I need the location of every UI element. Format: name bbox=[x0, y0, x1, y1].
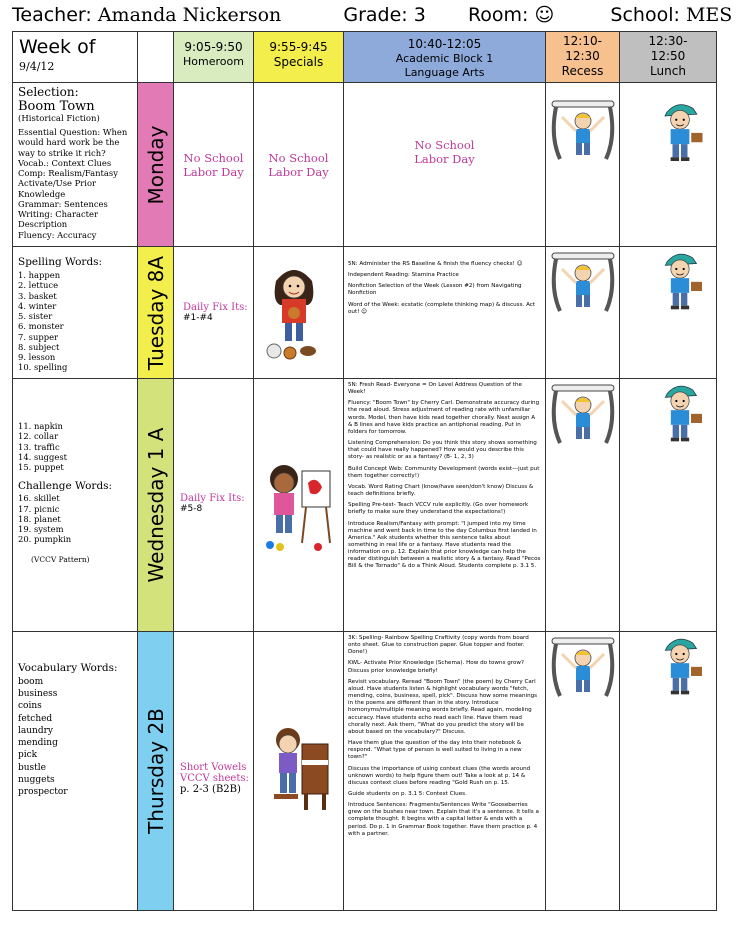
monday-lunch bbox=[620, 83, 717, 247]
plan-paragraph: Spelling Pre-test- Teach VCCV rule explicitly. (Go over homework briefly to make sure they understand the expectations!) bbox=[348, 502, 529, 516]
monday-academic-line2: Labor Day bbox=[414, 152, 475, 166]
spelling-word: 10. spelling bbox=[18, 362, 68, 373]
objective-line: Comp: Realism/Fantasy bbox=[18, 168, 118, 178]
academic-header bbox=[344, 32, 546, 83]
room-label: Room: bbox=[467, 4, 529, 26]
wednesday-fix-value: #5-8 bbox=[180, 504, 203, 514]
plan-paragraph: Introduce Sentences: Fragments/Sentences Write "Gooseberries grew on the bushes near town. Explain that it's a sentence. It tells a complete thought. It begins with a capital letter & ends with a period. Do p. 1 in Grammar Book together. Have them practice p. 4 with a partner. bbox=[348, 802, 539, 837]
monday-day-cell bbox=[138, 83, 174, 247]
thursday-day-cell bbox=[138, 632, 174, 911]
challenge-word: 18. planet bbox=[18, 513, 61, 524]
header-row bbox=[13, 32, 717, 83]
spelling-list bbox=[13, 270, 137, 377]
thursday-plan bbox=[344, 632, 545, 845]
wednesday-row bbox=[13, 379, 717, 632]
vocab-word: boom bbox=[18, 677, 44, 687]
monday-recess bbox=[546, 83, 620, 247]
specials-header bbox=[254, 32, 344, 83]
spelling-word: 2. lettuce bbox=[18, 280, 59, 291]
lunch-boy-icon bbox=[650, 247, 710, 313]
plan-paragraph: 3K: Spelling- Rainbow Spelling Craftivity (copy words from board onto sheet. Glue to construction paper. Glue topper and footer. Done!) bbox=[348, 635, 529, 656]
wednesday-label: Wednesday 1 A bbox=[143, 427, 168, 583]
wednesday-day-cell bbox=[138, 379, 174, 632]
spelling-word: 5. sister bbox=[18, 311, 53, 321]
spelling-word: 15. puppet bbox=[18, 462, 64, 472]
thursday-homeroom-line2: VCCV sheets: bbox=[180, 773, 249, 784]
plan-paragraph: Revisit vocabulary. Reread "Boom Town" (the poem) by Cherry Carl aloud. Have students listen & highlight vocabulary words "fetch, mending, coins, business, spell, pick". Discuss how some meanings in the poems are different than in the story. Introduce homonyms/multiple meaning words briefly. Read again, modeling accuracy. Have students echo read each line. Have them read chorally next. Ask them, "What do you predict the story will be about based on the vocabulary?" Discuss. bbox=[348, 678, 538, 735]
homeroom-label: Homeroom bbox=[183, 55, 244, 68]
teacher-label: Teacher: bbox=[12, 4, 92, 26]
vocab-word: business bbox=[18, 689, 58, 700]
wednesday-plan bbox=[344, 379, 545, 578]
lunch-boy-icon bbox=[650, 379, 710, 445]
painting-girl-icon bbox=[262, 463, 334, 553]
plan-paragraph: 5N: Administer the RS Baseline & finish the fluency checks! ☺ bbox=[348, 261, 523, 267]
wednesday-specials bbox=[254, 379, 344, 632]
tuesday-specials bbox=[254, 247, 344, 379]
thursday-notes bbox=[13, 632, 138, 911]
monday-homeroom bbox=[174, 83, 254, 247]
thursday-recess bbox=[546, 632, 620, 911]
monday-academic bbox=[344, 83, 546, 247]
wednesday-academic bbox=[344, 379, 546, 632]
tuesday-notes bbox=[13, 247, 138, 379]
teacher-name: Amanda Nickerson bbox=[97, 4, 282, 26]
wednesday-fix-label: Daily Fix Its: bbox=[180, 493, 245, 504]
wednesday-notes bbox=[13, 379, 138, 632]
challenge-title: Challenge Words: bbox=[18, 480, 113, 493]
monday-specials bbox=[254, 83, 344, 247]
plan-paragraph: Listening Comprehension: Do you think this story shows something that could have really happened? How would you describe this story- as realistic or as a fantasy? (B- 1, 2, 3) bbox=[348, 440, 537, 461]
spelling-word: 8. subject bbox=[18, 341, 60, 352]
academic-subject: Language Arts bbox=[404, 65, 485, 79]
specials-time: 9:55-9:45 bbox=[269, 40, 328, 54]
wednesday-recess bbox=[546, 379, 620, 632]
challenge-list bbox=[13, 493, 137, 548]
lunch-boy-icon bbox=[650, 632, 710, 698]
challenge-word: 16. skillet bbox=[18, 493, 60, 504]
spelling-list-2 bbox=[13, 379, 137, 476]
swing-boy-icon bbox=[548, 634, 618, 704]
swing-boy-icon bbox=[548, 97, 618, 167]
challenge-word: 17. picnic bbox=[18, 503, 60, 514]
recess-label: Recess bbox=[561, 64, 604, 78]
tuesday-fix-label: Daily Fix Its: bbox=[183, 302, 248, 313]
vocab-word: bustle bbox=[18, 762, 46, 773]
vocab-word: mending bbox=[18, 738, 58, 749]
monday-notes bbox=[13, 83, 138, 247]
vocab-word: prospector bbox=[18, 787, 68, 798]
spelling-word: 6. monster bbox=[18, 321, 64, 332]
plan-paragraph: Introduce Realism/Fantasy with prompt: "I jumped into my time machine and went back in time to the day Columbus first landed in America." Ask students whether this sentence talks about something in real life or a fantasy. Have students read the information on p. 12. Explain that prior knowledge can help the reader distinguish between a realistic story & a fantasy. Read "Pecos Bill & the Tornado" & do a Think Aloud. Students complete p. 3.1 5. bbox=[348, 520, 541, 570]
swing-boy-icon bbox=[548, 381, 618, 451]
tuesday-homeroom bbox=[174, 247, 254, 379]
objective-line: Essential Question: When would hard work be the way to strike it rich? bbox=[18, 127, 128, 158]
spelling-word: 4. winter bbox=[18, 300, 57, 311]
lunch-label: Lunch bbox=[650, 64, 686, 78]
plan-paragraph: Independent Reading: Stamina Practice bbox=[348, 272, 459, 279]
thursday-lunch bbox=[620, 632, 717, 911]
lesson-plan-table bbox=[12, 31, 717, 911]
objective-line: Vocab.: Context Clues bbox=[18, 157, 112, 168]
thursday-academic bbox=[344, 632, 546, 911]
swing-boy-icon bbox=[548, 249, 618, 319]
lunch-header bbox=[620, 32, 717, 83]
selection-label: Selection: bbox=[18, 85, 79, 99]
plan-paragraph: Discuss the importance of using context clues (the words around unknown words) to help figure them out! Take a look at p. 14 & discuss context clues before reading "Gold Rush on p. 15. bbox=[348, 765, 531, 786]
specials-label: Specials bbox=[273, 55, 324, 69]
spelling-word: 14. suggest bbox=[18, 451, 68, 462]
thursday-label: Thursday 2B bbox=[143, 708, 168, 834]
recess-header bbox=[546, 32, 620, 83]
monday-homeroom-line1: No School bbox=[183, 150, 244, 165]
spelling-word: 12. collar bbox=[18, 431, 59, 442]
objective-line: Activate/Use Prior Knowledge bbox=[18, 178, 96, 199]
wednesday-homeroom bbox=[174, 379, 254, 632]
academic-block: Academic Block 1 bbox=[395, 52, 494, 65]
lunch-boy-icon bbox=[650, 95, 710, 167]
challenge-word: 20. pumpkin bbox=[18, 534, 72, 545]
spelling-word: 3. basket bbox=[18, 290, 57, 301]
plan-paragraph: Word of the Week: ecstatic (complete thinking map) & discuss. Act out! ☺ bbox=[348, 301, 536, 315]
monday-specials-line1: No School bbox=[268, 150, 329, 165]
plan-paragraph: Guide students on p. 3.1 5: Context Clues. bbox=[348, 790, 467, 797]
monday-row bbox=[13, 83, 717, 247]
tuesday-fix-value: #1-#4 bbox=[183, 313, 213, 323]
vocab-word: coins bbox=[18, 701, 42, 712]
spelling-word: 9. lesson bbox=[18, 352, 56, 362]
plan-paragraph: Vocab. Word Rating Chart (know/have seen/don't know) Discuss & teach definitions briefly. bbox=[348, 483, 534, 498]
academic-time: 10:40-12:05 bbox=[407, 37, 482, 51]
spelling-word: 13. traffic bbox=[18, 441, 60, 452]
spelling-word: 11. napkin bbox=[18, 421, 63, 431]
plan-paragraph: Have them glue the question of the day into their notebook & respond. "What type of person is well suited to living in a new town?" bbox=[348, 740, 522, 761]
monday-objectives bbox=[13, 124, 137, 244]
vocab-word: fetched bbox=[18, 713, 53, 724]
plan-paragraph: Build Concept Web: Community Development (words exist---just put them together correctly!) bbox=[348, 465, 540, 479]
lunch-time: 12:30-12:50 bbox=[648, 34, 688, 63]
thursday-homeroom bbox=[174, 632, 254, 911]
objective-line: Grammar: Sentences bbox=[18, 198, 108, 209]
plan-paragraph: Nonfiction Selection of the Week (Lesson #2) from Navigating Nonfiction bbox=[348, 283, 522, 297]
tuesday-recess bbox=[546, 247, 620, 379]
wednesday-lunch bbox=[620, 379, 717, 632]
week-cell bbox=[13, 32, 138, 83]
sports-girl-icon bbox=[264, 261, 324, 361]
vocab-list bbox=[13, 676, 137, 802]
recess-time: 12:10-12:30 bbox=[563, 34, 602, 63]
objective-line: Fluency: Accuracy bbox=[18, 229, 97, 240]
tuesday-row bbox=[13, 247, 717, 379]
tuesday-plan bbox=[344, 247, 545, 323]
school-name: MES bbox=[685, 4, 733, 26]
vocab-title: Vocabulary Words: bbox=[18, 662, 118, 674]
monday-specials-line2: Labor Day bbox=[268, 164, 329, 179]
spelling-word: 1. happen bbox=[18, 270, 61, 280]
plan-paragraph: Fluency: "Boom Town" by Cherry Carl. Demonstrate accuracy during the read aloud. Stress adjustment of reading rate with unfamiliar words. Model, then have kids read together chorally. Next assign A & B lines and have kids practice an antiphonal reading. Put in folders for tomorrow. bbox=[348, 400, 540, 435]
thursday-homeroom-line1: Short Vowels bbox=[180, 762, 247, 773]
homeroom-time: 9:05-9:50 bbox=[184, 40, 243, 54]
grade-label: Grade: 3 bbox=[343, 4, 426, 26]
school-label: School: bbox=[610, 4, 680, 26]
pattern-note: (VCCV Pattern) bbox=[31, 554, 90, 564]
objective-line: Writing: Character Description bbox=[18, 209, 99, 230]
thursday-specials bbox=[254, 632, 344, 911]
selection-title: Boom Town bbox=[18, 99, 95, 114]
week-date: 9/4/12 bbox=[19, 59, 55, 73]
monday-homeroom-line2: Labor Day bbox=[183, 164, 244, 179]
monday-label: Monday bbox=[143, 125, 168, 204]
tuesday-lunch bbox=[620, 247, 717, 379]
piano-girl-icon bbox=[268, 724, 332, 814]
thursday-row bbox=[13, 632, 717, 911]
week-label: Week of bbox=[19, 36, 96, 58]
tuesday-label: Tuesday 8A bbox=[143, 255, 168, 370]
tuesday-academic bbox=[344, 247, 546, 379]
thursday-homeroom-line3: p. 2-3 (B2B) bbox=[180, 784, 241, 795]
plan-paragraph: KWL- Activate Prior Knowledge (Schema). How do towns grow? Discuss prior knowledge briefly! bbox=[348, 660, 524, 674]
spelling-title: Spelling Words: bbox=[18, 256, 103, 268]
spelling-word: 7. supper bbox=[18, 331, 59, 342]
plan-paragraph: 5N: Fresh Read- Everyone = On Level Address Question of the Week! bbox=[348, 382, 522, 396]
vocab-word: nuggets bbox=[18, 774, 55, 785]
vocab-word: laundry bbox=[18, 725, 53, 736]
selection-genre: (Historical Fiction) bbox=[18, 114, 100, 124]
homeroom-header bbox=[174, 32, 254, 83]
monday-academic-line1: No School bbox=[414, 138, 475, 152]
page-header bbox=[12, 4, 732, 30]
challenge-word: 19. system bbox=[18, 524, 64, 534]
smiley-icon: ☺ bbox=[534, 4, 555, 26]
tuesday-day-cell bbox=[138, 247, 174, 379]
vocab-word: pick bbox=[18, 750, 38, 761]
blank-header bbox=[138, 32, 174, 83]
